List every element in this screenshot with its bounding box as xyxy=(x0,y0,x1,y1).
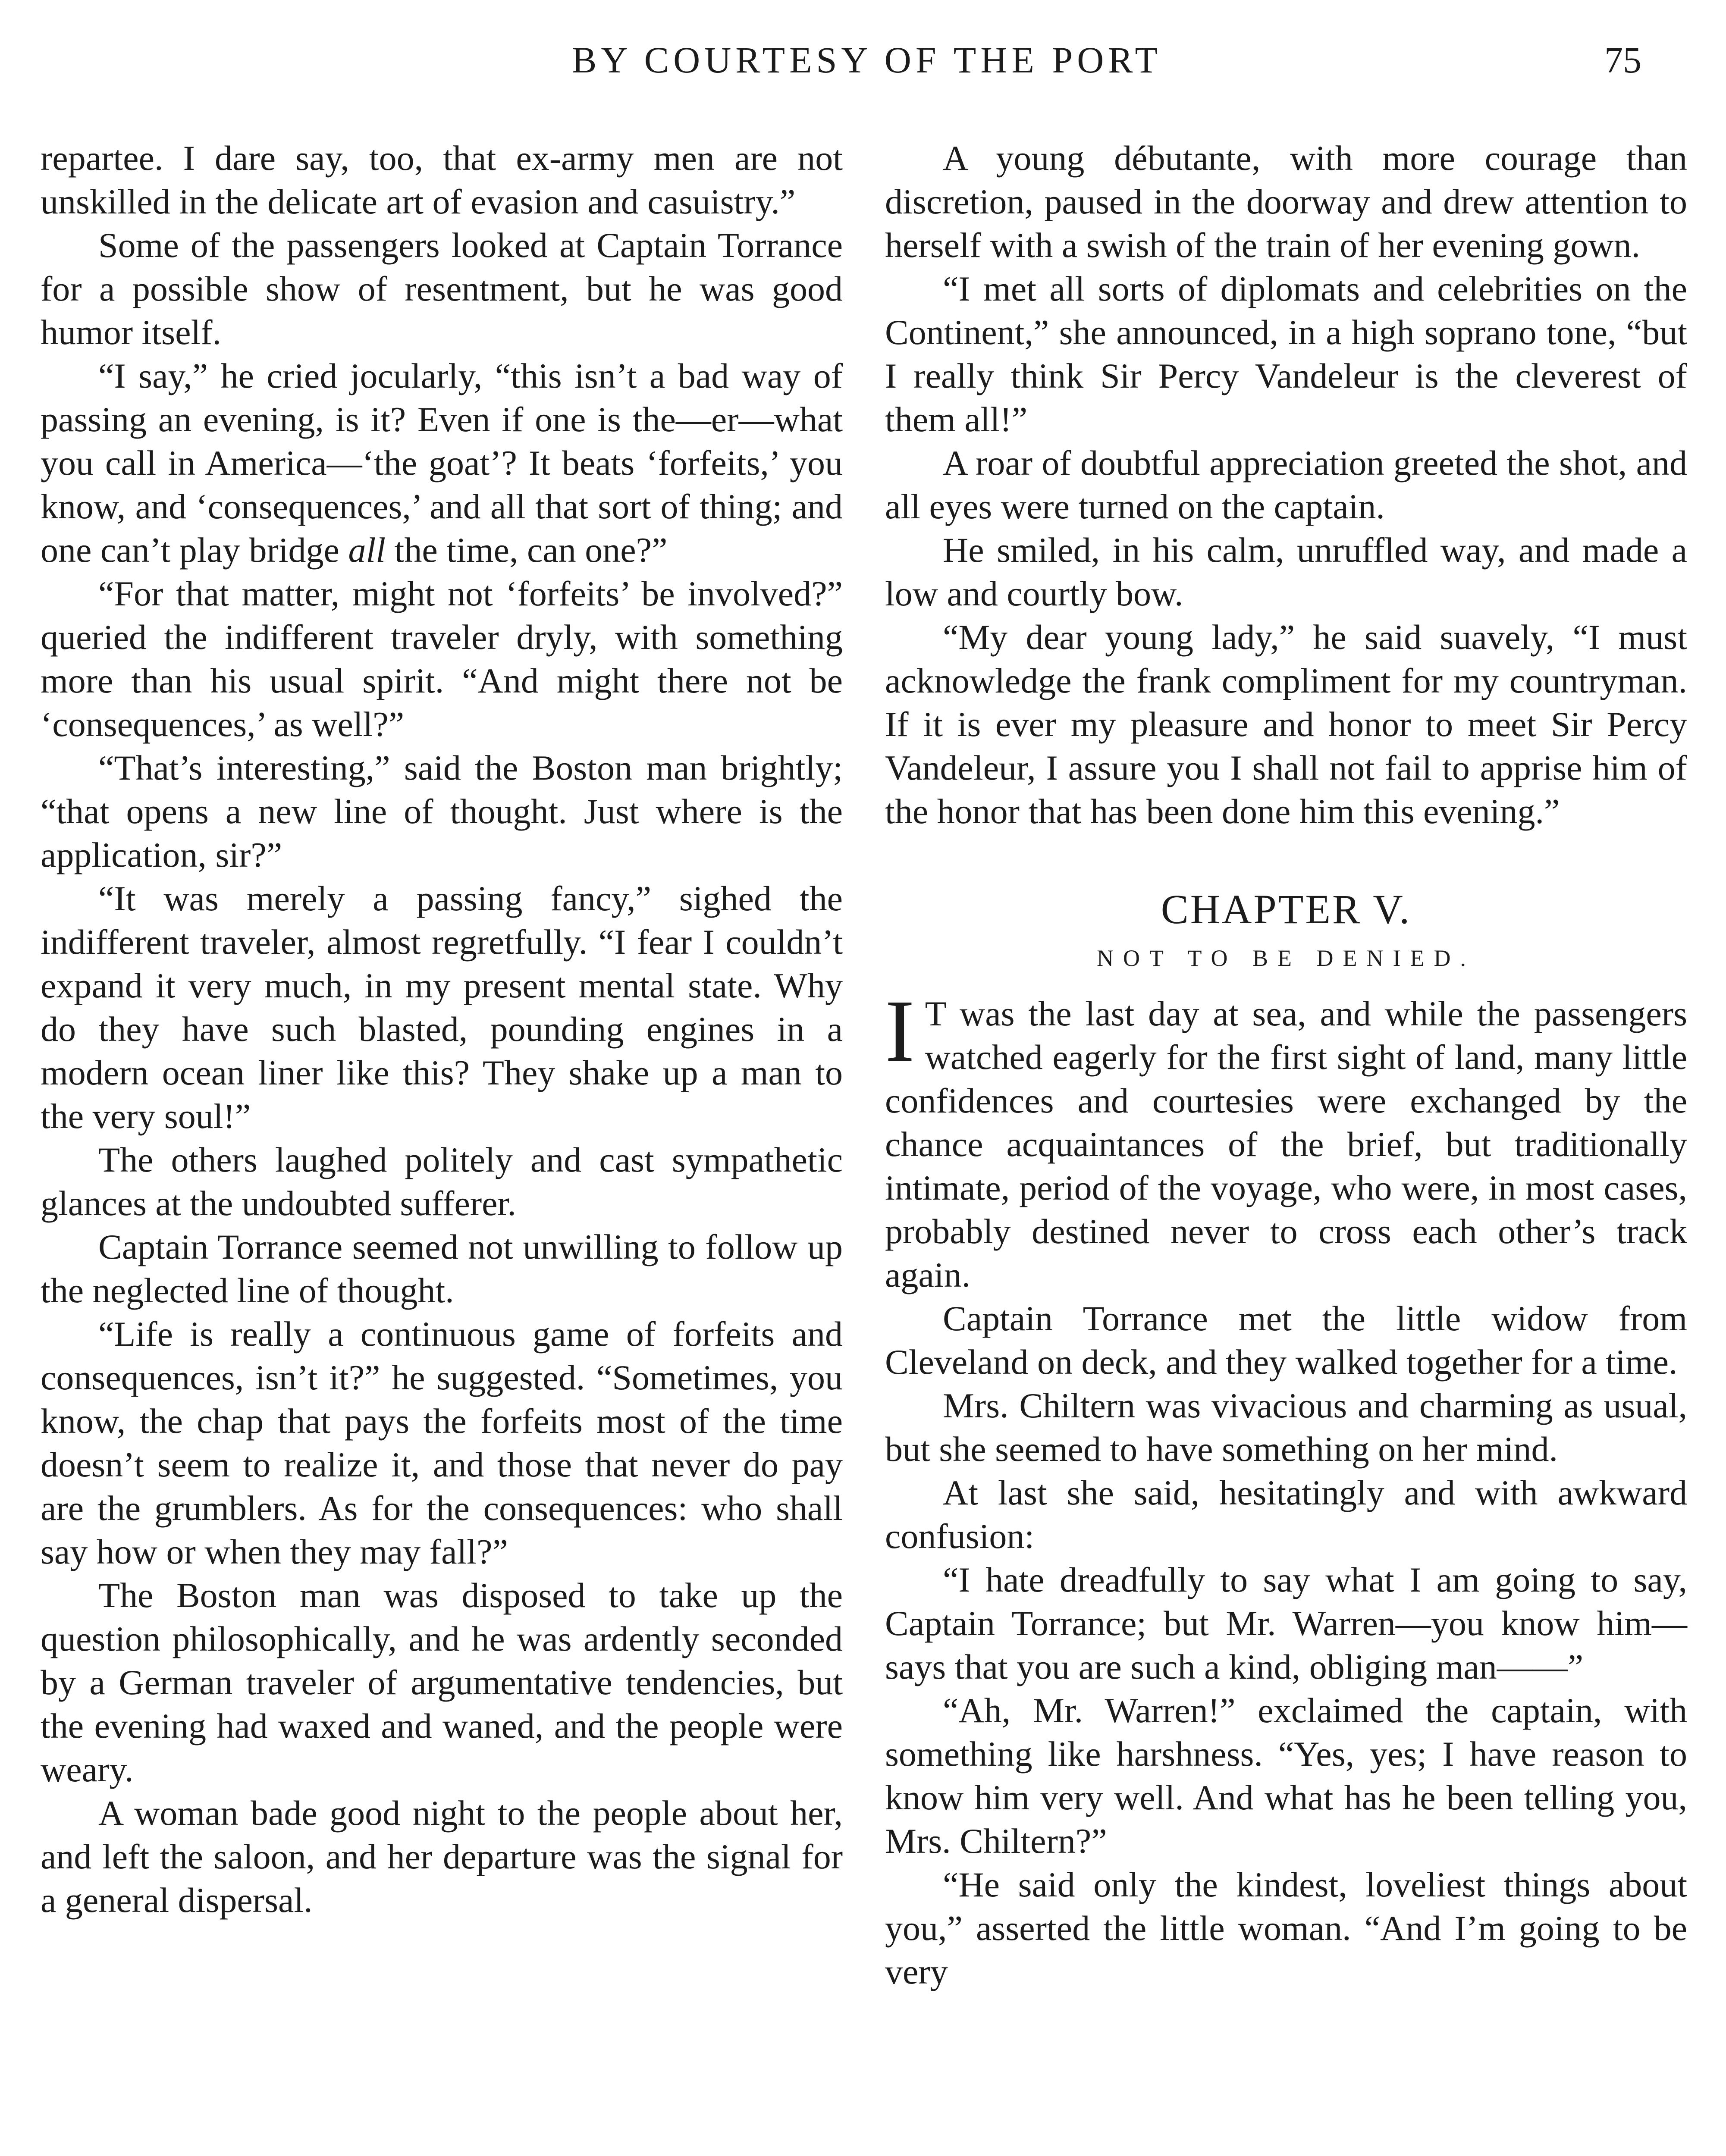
paragraph: A woman bade good night to the people about her, and left the saloon, and her departure was the signal for a general dispersal. xyxy=(41,1793,843,1920)
paragraph: A young débutante, with more courage than discretion, paused in the doorway and drew attention to herself with a swish of the train of her evening gown. xyxy=(885,138,1687,265)
running-title: BY COURTESY OF THE PORT xyxy=(571,39,1162,81)
paragraph: Captain Torrance seemed not unwilling to follow up the neglected line of thought. xyxy=(41,1227,843,1310)
paragraph: Some of the passengers looked at Captain Torrance for a possible show of resentment, but he was good humor itself. xyxy=(41,226,843,352)
paragraph: The Boston man was disposed to take up the question philosophically, and he was ardently seconded by a German traveler of argumentative tendencies, but the evening had waxed and waned, and the people were weary. xyxy=(41,1576,843,1789)
paragraph: At last she said, hesitatingly and with awkward confusion: xyxy=(885,1473,1687,1556)
chapter-title: CHAPTER V. xyxy=(1161,886,1412,932)
paragraph: “For that matter, might not ‘forfeits’ be involved?” queried the indifferent traveler dryly, with something more than his usual spirit. “And might there not be ‘consequences,’ as well?” xyxy=(41,574,843,744)
paragraph: repartee. I dare say, too, that ex-army men are not unskilled in the delicate art of evasion and casuistry.” xyxy=(41,138,843,221)
paragraph: A roar of doubtful appreciation greeted the shot, and all eyes were turned on the captain. xyxy=(885,443,1687,526)
paragraph-text: T was the last day at sea, and while the passengers watched eagerly for the first sight of land, many little confidences and courtesies were exchanged by the chance acquaintances of the brief, but traditionally intimate, period of the voyage, who were, in most cases, probably destined never to cross each other’s track again. xyxy=(885,994,1687,1294)
chapter-subtitle: NOT TO BE DENIED. xyxy=(1097,945,1475,971)
chapter-opening-paragraph xyxy=(885,981,1687,1297)
paragraph-text: “I say,” he cried jocularly, “this isn’t a bad way of passing an evening, is it? Even if one is the—er—what you call in America—‘the goat’? It beats ‘forfeits,’ you know, and ‘consequences,’ and all that sort of thing; and one can’t play bridge xyxy=(41,356,843,570)
paragraph: “I hate dreadfully to say what I am going to say, Captain Torrance; but Mr. Warren—you know him—says that you are such a kind, obliging man——” xyxy=(885,1560,1687,1686)
paragraph: He smiled, in his calm, unruffled way, and made a low and courtly bow. xyxy=(885,530,1687,613)
drop-cap: I xyxy=(885,981,915,1080)
paragraph: “I met all sorts of diplomats and celebrities on the Continent,” she announced, in a high soprano tone, “but I really think Sir Percy Vandeleur is the cleverest of them all!” xyxy=(885,269,1687,439)
paragraph: “My dear young lady,” he said suavely, “I must acknowledge the frank compliment for my countryman. If it is ever my pleasure and honor to meet Sir Percy Vandeleur, I assure you I shall not fail to apprise him of the honor that has been done him this evening.” xyxy=(885,617,1687,831)
page-number: 75 xyxy=(1604,39,1641,81)
paragraph: The others laughed politely and cast sympathetic glances at the undoubted sufferer. xyxy=(41,1140,843,1223)
paragraph: “Life is really a continuous game of forfeits and consequences, isn’t it?” he suggested. “Sometimes, you know, the chap that pays the forfeits most of the time doesn’t seem to realize it, and those that never do pay are the grumblers. As for the consequences: who shall say how or when they may fall?” xyxy=(41,1314,843,1571)
right-column xyxy=(885,136,1687,1993)
paragraph: “Ah, Mr. Warren!” exclaimed the captain, with something like harshness. “Yes, yes; I have reason to know him very well. And what has he been telling you, Mrs. Chiltern?” xyxy=(885,1691,1687,1861)
paragraph xyxy=(41,354,843,572)
left-column xyxy=(41,136,843,1922)
paragraph: “That’s interesting,” said the Boston man brightly; “that opens a new line of thought. Just where is the application, sir?” xyxy=(41,748,843,874)
paragraph: Captain Torrance met the little widow from Cleveland on deck, and they walked together for a time. xyxy=(885,1299,1687,1382)
paragraph-text: the time, can one?” xyxy=(386,530,668,570)
paragraph: “He said only the kindest, loveliest things about you,” asserted the little woman. “And I’m going to be very xyxy=(885,1865,1687,1991)
emphasized-word: all xyxy=(348,530,386,570)
paragraph: Mrs. Chiltern was vivacious and charming as usual, but she seemed to have something on her mind. xyxy=(885,1386,1687,1469)
paragraph: “It was merely a passing fancy,” sighed the indifferent traveler, almost regretfully. “I fear I couldn’t expand it very much, in my present mental state. Why do they have such blasted, pounding engines in a modern ocean liner like this? They shake up a man to the very soul!” xyxy=(41,879,843,1136)
